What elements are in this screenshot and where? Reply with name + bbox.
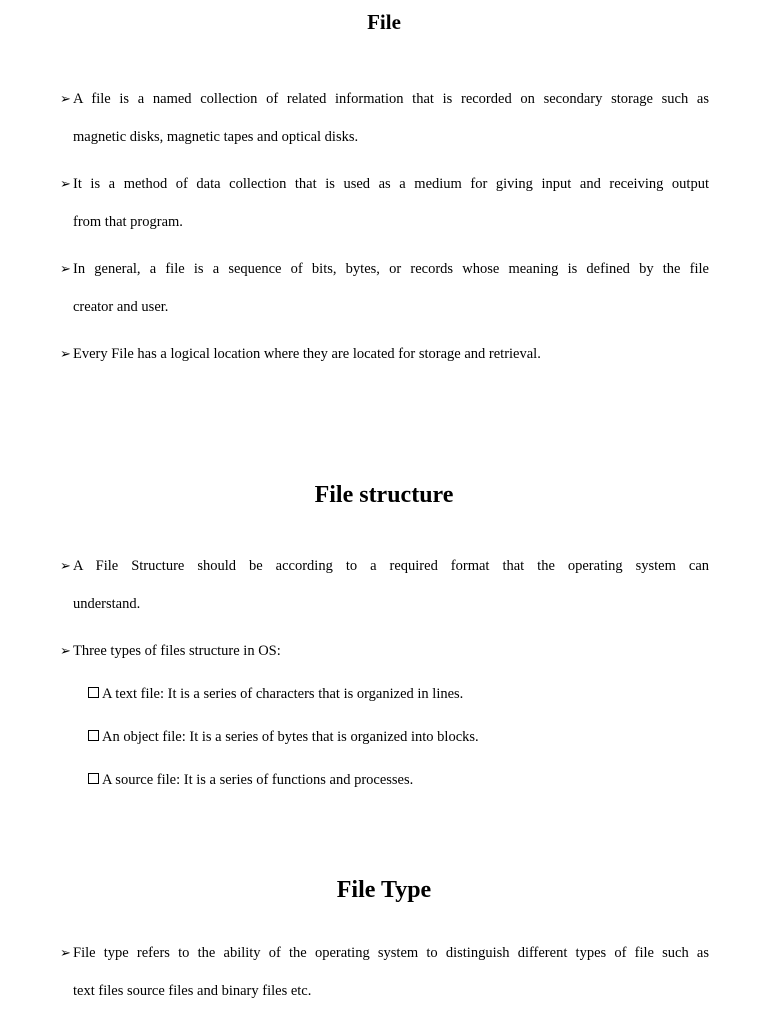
sub-list-text: A source file: It is a series of functions and processes. bbox=[102, 772, 414, 788]
checkbox-square-icon bbox=[88, 687, 99, 698]
bullet-item bbox=[60, 250, 709, 326]
sub-list-item bbox=[88, 727, 479, 747]
arrow-bullet-icon: ➢ bbox=[60, 346, 71, 361]
bullet-item bbox=[60, 547, 709, 623]
bullet-text-line1: Every File has a logical location where they are located for storage and retrieval. bbox=[73, 346, 541, 362]
bullet-text-line1: A file is a named collection of related information that is recorded on secondary storage such as bbox=[73, 91, 709, 107]
arrow-bullet-icon: ➢ bbox=[60, 945, 71, 960]
arrow-bullet-icon: ➢ bbox=[60, 643, 71, 658]
arrow-bullet-icon: ➢ bbox=[60, 558, 71, 573]
sub-list-text: An object file: It is a series of bytes that is organized into blocks. bbox=[102, 729, 479, 745]
arrow-bullet-icon: ➢ bbox=[60, 91, 71, 106]
sub-list-item bbox=[88, 684, 463, 704]
arrow-bullet-icon: ➢ bbox=[60, 176, 71, 191]
bullet-item bbox=[60, 165, 709, 241]
bullet-text-line2: text files source files and binary files etc. bbox=[73, 983, 312, 999]
sub-list-text: A text file: It is a series of characters that is organized in lines. bbox=[102, 686, 464, 702]
bullet-text-line1: File type refers to the ability of the operating system to distinguish different types of file such as bbox=[73, 945, 709, 961]
bullet-text-line1: It is a method of data collection that is used as a medium for giving input and receiving output bbox=[73, 176, 709, 192]
bullet-text-line2: magnetic disks, magnetic tapes and optical disks. bbox=[73, 129, 359, 145]
arrow-bullet-icon: ➢ bbox=[60, 261, 71, 276]
bullet-text-line1: In general, a file is a sequence of bits, bytes, or records whose meaning is defined by the file bbox=[73, 261, 709, 277]
bullet-text-line2: from that program. bbox=[73, 214, 183, 230]
bullet-item bbox=[60, 335, 709, 373]
bullet-item bbox=[60, 632, 709, 670]
section-title-file-type: File Type bbox=[336, 877, 432, 903]
bullet-text-line2: creator and user. bbox=[73, 299, 169, 315]
section-title-file-structure: File structure bbox=[314, 482, 454, 508]
bullet-text-line2: understand. bbox=[73, 596, 141, 612]
checkbox-square-icon bbox=[88, 773, 99, 784]
bullet-item bbox=[60, 80, 709, 156]
bullet-text-line1: Three types of files structure in OS: bbox=[73, 643, 281, 659]
bullet-text-line1: A File Structure should be according to a required format that the operating system can bbox=[73, 558, 709, 574]
sub-list-item bbox=[88, 770, 413, 790]
section-title-file: File bbox=[367, 10, 401, 34]
checkbox-square-icon bbox=[88, 730, 99, 741]
bullet-item bbox=[60, 934, 709, 1010]
